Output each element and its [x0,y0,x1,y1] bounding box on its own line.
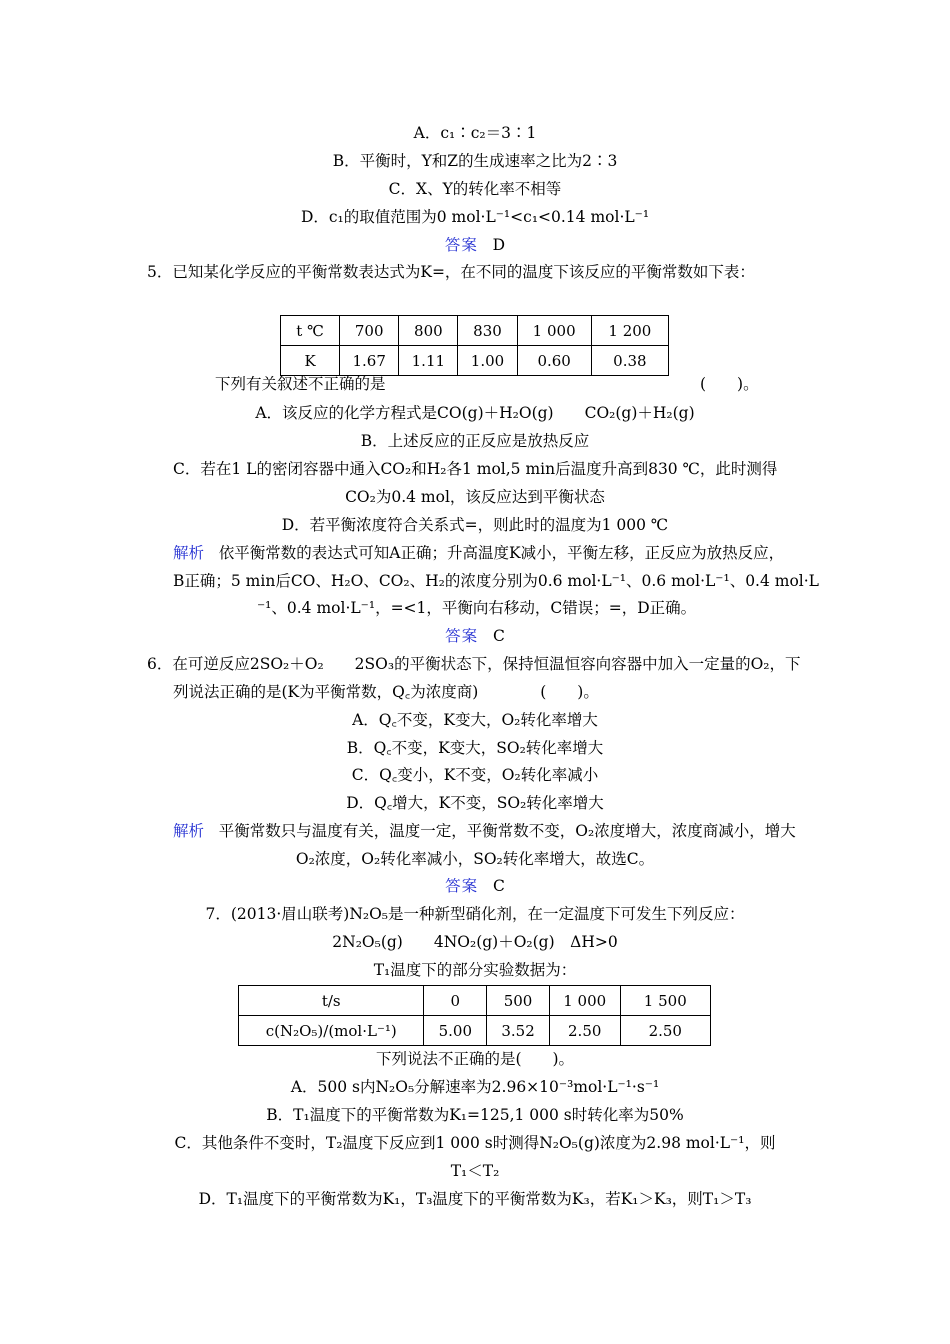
q5-option-b: B．上述反应的正反应是放热反应 [360,432,590,450]
q5-prompt: 下列有关叙述不正确的是 [215,375,386,393]
q7-equation: 2N₂O₅(g) 4NO₂(g)＋O₂(g) ΔH>0 [332,933,618,951]
q4-option-b: B．平衡时，Y和Z的生成速率之比为2∶3 [332,152,618,170]
table-cell: 3.52 [487,1016,550,1046]
q6-option-c: C．Q꜀变小，K不变，O₂转化率减小 [351,766,599,784]
q5-answer-blank: ( )。 [700,375,759,393]
table-cell: 700 [340,316,399,346]
q4-answer [0,235,950,255]
q7-option-b: B．T₁温度下的平衡常数为K₁=125,1 000 s时转化率为50% [266,1106,684,1124]
q7-data-intro: T₁温度下的部分实验数据为： [373,961,577,979]
q7-table [238,985,711,1046]
q6-stem: 6．在可逆反应2SO₂＋O₂ 2SO₃的平衡状态下，保持恒温恒容向容器中加入一定量的O₂，下 [147,655,801,673]
table-cell: t ℃ [281,316,340,346]
table-cell: c(N₂O₅)/(mol·L⁻¹) [239,1016,424,1046]
table-cell: 830 [458,316,517,346]
table-row [281,316,669,346]
table-cell: K [281,346,340,376]
q5-option-d: D．若平衡浓度符合关系式=，则此时的温度为1 000 ℃ [281,516,669,534]
q6-option-d: D．Q꜀增大，K不变，SO₂转化率增大 [346,794,604,812]
q6-option-a: A．Q꜀不变，K变大，O₂转化率增大 [352,711,598,729]
table-row [239,1016,711,1046]
q5-option-c-cont: CO₂为0.4 mol，该反应达到平衡状态 [345,488,605,506]
q4-option-c: C．X、Y的转化率不相等 [388,180,562,198]
table-cell: 1 000 [549,986,620,1016]
q7-option-c-cont: T₁＜T₂ [450,1162,500,1180]
q6-explanation: 解析 平衡常数只与温度有关，温度一定，平衡常数不变，O₂浓度增大，浓度商减小，增大 [173,822,796,840]
table-cell: 1.11 [399,346,458,376]
q7-stem: 7．(2013·眉山联考)N₂O₅是一种新型硝化剂，在一定温度下可发生下列反应： [205,905,745,923]
q5-table [280,315,669,376]
table-row [281,346,669,376]
explanation-label: 解析 [173,822,205,840]
table-cell: 5.00 [424,1016,487,1046]
q5-answer [0,626,950,646]
answer-value: C [492,627,505,645]
table-cell: 0.60 [517,346,591,376]
q4-option-d: D．c₁的取值范围为0 mol·L⁻¹<c₁<0.14 mol·L⁻¹ [300,208,650,226]
q5-option-c: C．若在1 L的密闭容器中通入CO₂和H₂各1 mol,5 min后温度升高到830 ℃，此时测得 [173,460,778,478]
table-cell: 0.38 [591,346,668,376]
q6-option-b: B．Q꜀不变，K变大，SO₂转化率增大 [346,739,604,757]
explanation-label: 解析 [173,544,205,562]
table-cell: 1 500 [620,986,710,1016]
table-cell: 1.00 [458,346,517,376]
q5-explanation-line2: B正确；5 min后CO、H₂O、CO₂、H₂的浓度分别为0.6 mol·L⁻¹、0.6 mol·L⁻¹、0.4 mol·L [173,572,819,590]
q7-option-a: A．500 s内N₂O₅分解速率为2.96×10⁻³mol·L⁻¹·s⁻¹ [290,1078,660,1096]
q5-explanation: 解析 依平衡常数的表达式可知A正确；升高温度K减小，平衡左移，正反应为放热反应， [173,544,785,562]
answer-label: 答案 [445,877,479,895]
q4-option-a: A．c₁∶c₂＝3∶1 [413,124,537,142]
table-cell: 1 000 [517,316,591,346]
q6-stem-cont: 列说法正确的是(K为平衡常数，Q꜀为浓度商) ( )。 [173,683,599,701]
table-cell: 2.50 [549,1016,620,1046]
answer-label: 答案 [444,236,478,254]
q7-prompt: 下列说法不正确的是( )。 [375,1050,575,1068]
q5-explanation-line3: ⁻¹、0.4 mol·L⁻¹，=<1，平衡向右移动，C错误；=，D正确。 [257,599,697,617]
q5-stem: 5．已知某化学反应的平衡常数表达式为K=，在不同的温度下该反应的平衡常数如下表： [147,263,755,281]
table-cell: 800 [399,316,458,346]
table-cell: 1 200 [591,316,668,346]
answer-value: C [492,877,505,895]
answer-label: 答案 [445,627,479,645]
q6-explanation-line2: O₂浓度，O₂转化率减小，SO₂转化率增大，故选C。 [295,850,655,868]
q6-answer [0,876,950,896]
table-cell: 500 [487,986,550,1016]
table-cell: 2.50 [620,1016,710,1046]
answer-value: D [492,236,506,254]
table-cell: 1.67 [340,346,399,376]
q7-option-d: D．T₁温度下的平衡常数为K₁，T₃温度下的平衡常数为K₃，若K₁＞K₃，则T₁＞T₃ [198,1190,752,1208]
table-cell: t/s [239,986,424,1016]
table-cell: 0 [424,986,487,1016]
q7-option-c: C．其他条件不变时，T₂温度下反应到1 000 s时测得N₂O₅(g)浓度为2.98 mol·L⁻¹，则 [174,1134,776,1152]
table-row [239,986,711,1016]
q5-option-a: A．该反应的化学方程式是CO(g)＋H₂O(g) CO₂(g)＋H₂(g) [255,404,695,422]
